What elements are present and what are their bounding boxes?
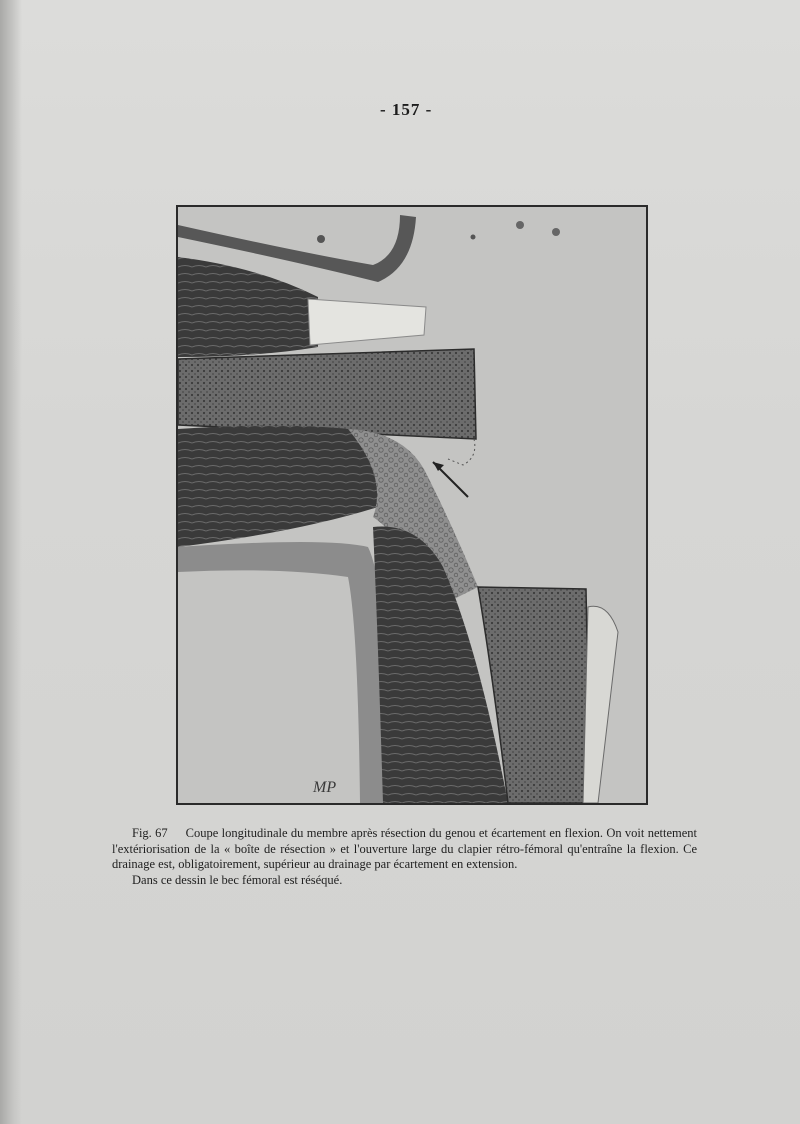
artist-signature: MP — [313, 779, 337, 796]
femur-bone — [178, 349, 476, 439]
caption-text: Coupe longitudinale du membre après résection du genou et écartement en flexion. On voit nettement l'extériorisation de la « boîte de résection » et l'ouverture large du clapier rétro-fémoral qu'entraîne la flexion. Ce drainage est, obligatoirement, supérieur au drainage par écartement en extension. — [112, 826, 697, 871]
anatomical-illustration — [176, 205, 648, 805]
figure-caption — [112, 826, 697, 888]
page-number: - 157 - — [380, 100, 433, 119]
figure-label: Fig. 67 — [132, 826, 168, 840]
page-edge-shadow — [0, 0, 22, 1124]
caption-note: Dans ce dessin le bec fémoral est réséqué. — [132, 872, 343, 887]
